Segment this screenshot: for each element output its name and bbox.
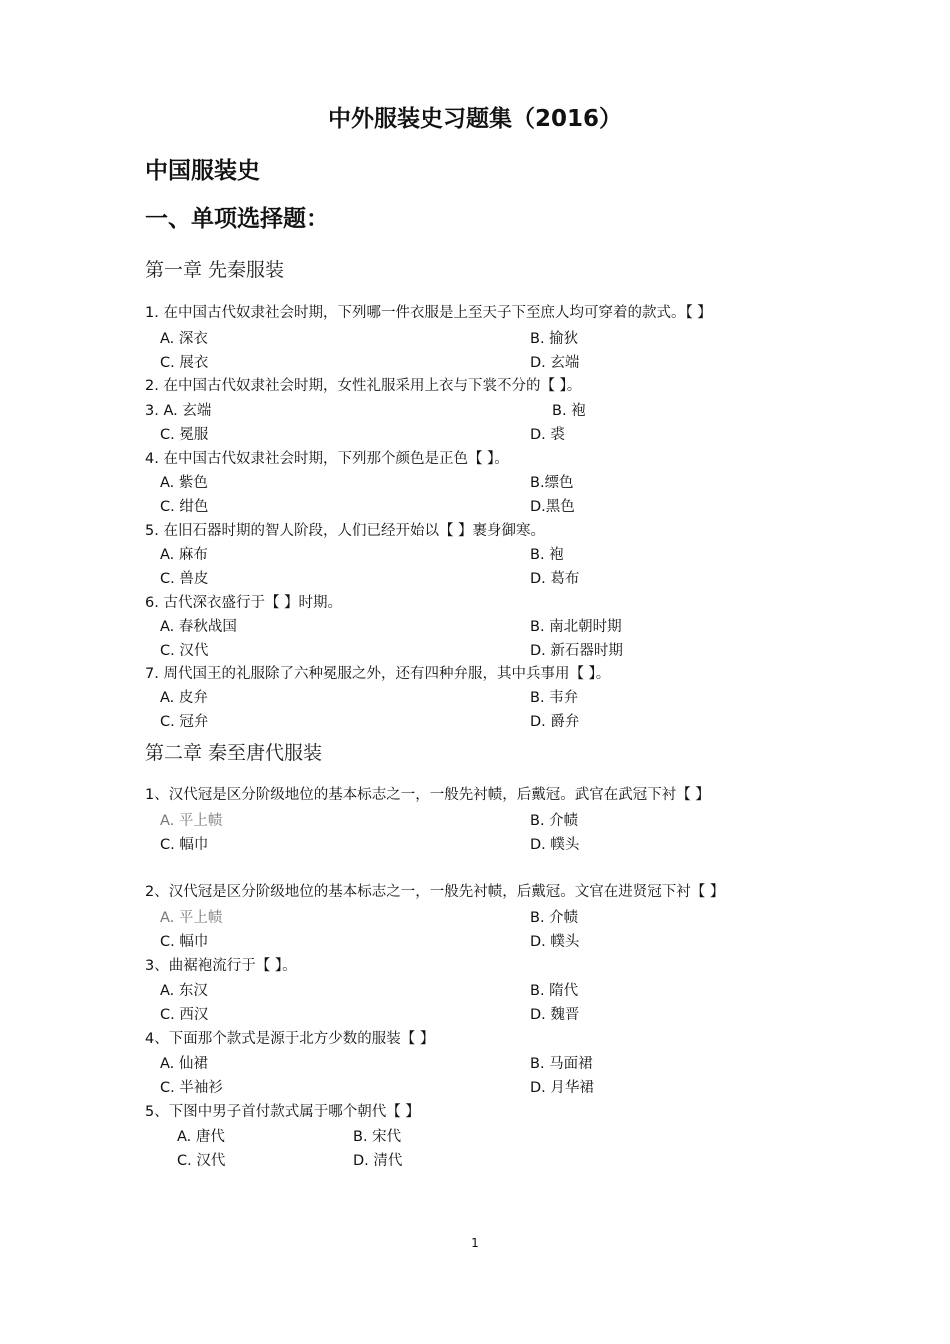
option-b: B. 介帻 bbox=[530, 813, 579, 829]
option-b: B. 马面裙 bbox=[530, 1056, 593, 1072]
document-title: 中外服装史习题集（2016） bbox=[327, 106, 622, 132]
option-c: C. 展衣 bbox=[160, 355, 209, 371]
question-2-3: 3、曲裾袍流行于【 】。 bbox=[145, 958, 297, 974]
option-d: D. 爵弁 bbox=[530, 714, 580, 730]
option-b: B. 南北朝时期 bbox=[530, 619, 622, 635]
option-c: C. 幅巾 bbox=[160, 934, 209, 950]
option-d: D. 清代 bbox=[353, 1153, 403, 1169]
question-1-1: 1. 在中国古代奴隶社会时期，下列哪一件衣服是上至天子下至庶人均可穿着的款式。【 】 bbox=[145, 305, 712, 321]
option-d: D. 新石器时期 bbox=[530, 643, 623, 659]
question-1-5: 5. 在旧石器时期的智人阶段，人们已经开始以【 】裹身御寒。 bbox=[145, 523, 546, 539]
question-1-4: 4. 在中国古代奴隶社会时期，下列那个颜色是正色【 】。 bbox=[145, 451, 509, 467]
page-number: 1 bbox=[471, 1236, 479, 1250]
question-2-4: 4、下面那个款式是源于北方少数的服装【 】 bbox=[145, 1031, 435, 1047]
option-d: D. 玄端 bbox=[530, 355, 580, 371]
option-b: B. 韦弁 bbox=[530, 690, 579, 706]
option-a: A. 唐代 bbox=[177, 1129, 225, 1145]
option-b: B. 揄狄 bbox=[530, 331, 579, 347]
question-2-5: 5、下图中男子首付款式属于哪个朝代【 】 bbox=[145, 1104, 420, 1120]
option-d: D. 幞头 bbox=[530, 837, 580, 853]
option-a: A. 春秋战国 bbox=[160, 619, 237, 635]
option-a: A. 平上帻 bbox=[160, 813, 223, 829]
option-d: D. 裘 bbox=[530, 427, 565, 443]
chapter-2-title: 第二章 秦至唐代服装 bbox=[145, 742, 323, 764]
question-1-2: 2. 在中国古代奴隶社会时期，女性礼服采用上衣与下裳不分的【 】。 bbox=[145, 378, 582, 394]
option-a: A. 仙裙 bbox=[160, 1056, 208, 1072]
option-c: C. 幅巾 bbox=[160, 837, 209, 853]
question-1-7: 7. 周代国王的礼服除了六种冕服之外，还有四种弁服，其中兵事用【 】。 bbox=[145, 666, 611, 682]
heading-section: 一、单项选择题： bbox=[145, 206, 329, 232]
option-d: D. 幞头 bbox=[530, 934, 580, 950]
option-c: C. 冠弁 bbox=[160, 714, 209, 730]
option-b: B. 宋代 bbox=[353, 1129, 402, 1145]
option-c: C. 绀色 bbox=[160, 499, 209, 515]
option-a: A. 皮弁 bbox=[160, 690, 208, 706]
heading-main: 中国服装史 bbox=[145, 158, 260, 184]
option-c: C. 汉代 bbox=[177, 1153, 226, 1169]
option-b: B.缥色 bbox=[530, 475, 574, 491]
option-d: D. 月华裙 bbox=[530, 1080, 594, 1096]
option-a: A. 紫色 bbox=[160, 475, 208, 491]
option-c: C. 半袖衫 bbox=[160, 1080, 223, 1096]
chapter-1-title: 第一章 先秦服装 bbox=[145, 259, 285, 281]
option-b: B. 隋代 bbox=[530, 983, 579, 999]
option-a: 3. A. 玄端 bbox=[145, 403, 212, 419]
option-a: A. 平上帻 bbox=[160, 910, 223, 926]
option-a: A. 麻布 bbox=[160, 547, 208, 563]
option-d: D. 葛布 bbox=[530, 571, 580, 587]
option-b: B. 袍 bbox=[552, 403, 586, 419]
option-c: C. 兽皮 bbox=[160, 571, 209, 587]
option-a: A. 深衣 bbox=[160, 331, 208, 347]
option-b: B. 袍 bbox=[530, 547, 564, 563]
question-2-1: 1、汉代冠是区分阶级地位的基本标志之一，一般先衬帻，后戴冠。武官在武冠下衬【 】 bbox=[145, 787, 710, 803]
question-1-6: 6. 古代深衣盛行于【 】时期。 bbox=[145, 595, 343, 611]
option-c: C. 西汉 bbox=[160, 1007, 209, 1023]
option-d: D. 魏晋 bbox=[530, 1007, 580, 1023]
question-2-2: 2、汉代冠是区分阶级地位的基本标志之一，一般先衬帻，后戴冠。文官在进贤冠下衬【 】 bbox=[145, 884, 725, 900]
option-a: A. 东汉 bbox=[160, 983, 208, 999]
option-d: D.黑色 bbox=[530, 499, 575, 515]
option-c: C. 冕服 bbox=[160, 427, 209, 443]
option-c: C. 汉代 bbox=[160, 643, 209, 659]
option-b: B. 介帻 bbox=[530, 910, 579, 926]
